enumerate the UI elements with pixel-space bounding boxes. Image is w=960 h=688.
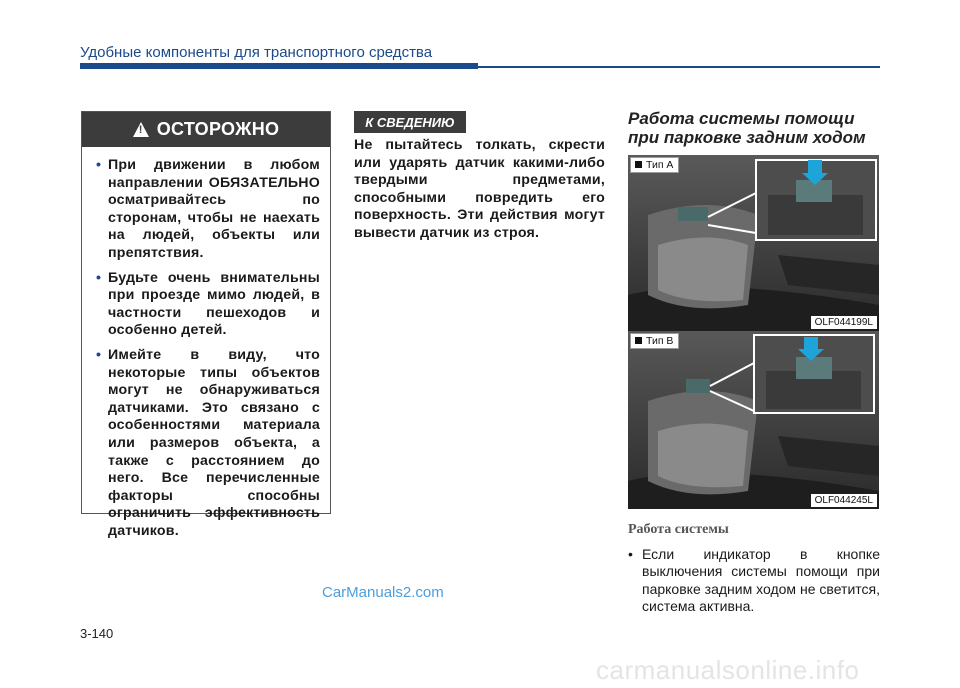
header-rule-thin [478,66,880,68]
photo-type-a [628,155,879,331]
warning-item-text: Будьте очень внимательны при проезде мимо людей, в частности пешеходов и особенно детей. [108,269,320,339]
section-title-line1: Работа системы помощи [628,109,855,128]
type-b-label [630,333,679,349]
photo-type-b [628,331,879,509]
page-header-title: Удобные компоненты для транспортного средства [80,44,433,61]
photo-a-code: OLF044199L [811,316,877,329]
warning-item-text: Имейте в виду, что некоторые типы объектов могут не обнаруживаться датчиками. Это связано с особенностями материала или размеров объекта, а также с расстоянием до него. Все перечисленные факторы способны ограничить эффективность датчиков. [108,346,320,539]
warning-list [82,147,330,540]
bullet-icon: • [96,269,102,286]
carmanuals-watermark[interactable]: CarManuals2.com [322,584,444,601]
photo-b-code: OLF044245L [811,494,877,507]
warning-header [82,112,330,147]
warning-item [96,347,320,541]
header-rule-thick [80,63,478,69]
bullet-icon: • [96,157,102,173]
bullet-paragraph [628,546,880,615]
warning-item-text: При движении в любом направлении ОБЯЗАТЕЛЬНО осматривайтесь по сторонам, чтобы не наехать на людей, объекты или препятствия. [108,157,320,261]
type-a-label [630,157,679,173]
bullet-icon: • [96,346,102,363]
warning-box [81,111,331,539]
subheading: Работа системы [628,522,729,537]
warning-item [96,157,320,263]
square-icon [635,161,642,168]
site-watermark: carmanualsonline.info [596,655,860,685]
warning-title: ОСТОРОЖНО [156,119,280,139]
section-title [628,109,888,147]
warning-item [96,270,320,340]
square-icon [635,337,642,344]
info-tag: К СВЕДЕНИЮ [354,111,466,133]
section-title-line2: при парковке задним ходом [628,128,866,147]
info-text: Не пытайтесь толкать, скрести или ударять датчик какими-либо твердыми предметами, способными повредить его поверхность. Эти действия могут вывести датчик из строя. [354,137,605,241]
type-b-text: Тип B [646,335,674,347]
warning-triangle-icon [133,122,149,137]
page-number: 3-140 [80,626,114,641]
type-a-text: Тип A [646,159,674,171]
bullet-paragraph-text: Если индикатор в кнопке выключения системы помощи при парковке задним ходом не светится, система активна. [642,546,880,614]
bullet-icon: • [628,546,633,562]
